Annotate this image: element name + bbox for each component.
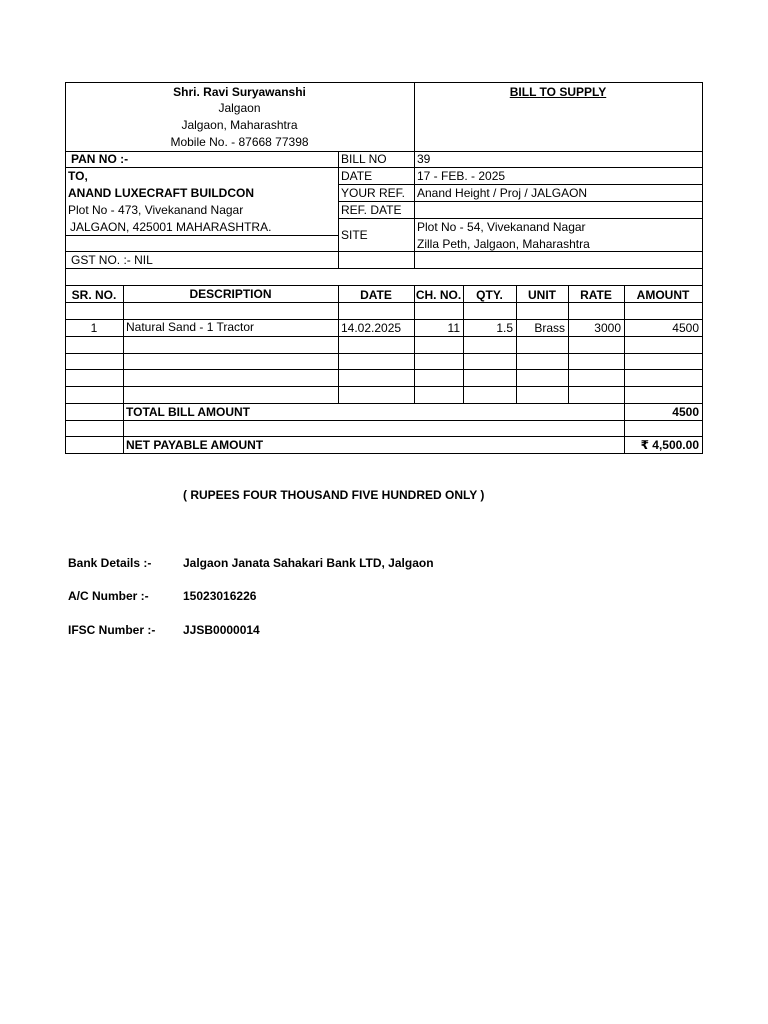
divider <box>338 201 703 202</box>
bill-no-label: BILL NO <box>341 152 387 166</box>
net-payable-value: ₹ 4,500.00 <box>640 438 699 452</box>
bank-value: Jalgaon Janata Sahakari Bank LTD, Jalgaon <box>183 556 434 570</box>
divider <box>65 420 703 421</box>
item-unit: Brass <box>534 321 565 335</box>
col-header-unit: UNIT <box>528 288 556 302</box>
col-header-qty: QTY. <box>476 288 503 302</box>
border-top <box>65 82 703 83</box>
site-line1: Plot No - 54, Vivekanand Nagar <box>417 220 586 234</box>
divider <box>65 285 703 286</box>
ref-date-label: REF. DATE <box>341 203 402 217</box>
item-date: 14.02.2025 <box>341 321 402 335</box>
divider <box>65 167 703 168</box>
your-ref-value: Anand Height / Proj / JALGAON <box>417 186 588 200</box>
item-description: Natural Sand - 1 Tractor <box>126 320 255 334</box>
divider <box>65 386 703 387</box>
divider <box>65 353 703 354</box>
col-header-sr: SR. NO. <box>71 288 117 302</box>
site-label: SITE <box>341 228 368 242</box>
your-ref-label: YOUR REF. <box>341 186 406 200</box>
item-rate: 3000 <box>594 321 621 335</box>
divider <box>65 403 703 404</box>
item-sr: 1 <box>90 321 98 335</box>
to-label: TO, <box>68 169 88 183</box>
divider <box>414 151 415 269</box>
supplier-line1: Jalgaon <box>218 101 261 115</box>
bank-label: Bank Details :- <box>68 556 152 570</box>
supplier-name: Shri. Ravi Suryawanshi <box>173 85 306 99</box>
ifsc-label: IFSC Number :- <box>68 623 156 637</box>
border-bottom <box>65 453 703 454</box>
total-bill-label: TOTAL BILL AMOUNT <box>126 405 250 419</box>
divider <box>338 151 339 269</box>
date-label: DATE <box>341 169 373 183</box>
divider <box>65 436 703 437</box>
divider <box>338 218 703 219</box>
item-ch-no: 11 <box>447 321 460 335</box>
net-payable-label: NET PAYABLE AMOUNT <box>126 438 264 452</box>
col-header-ch-no: CH. NO. <box>415 288 462 302</box>
item-amount: 4500 <box>672 321 699 335</box>
gst-label: GST NO. :- NIL <box>71 253 153 267</box>
amount-in-words: ( RUPEES FOUR THOUSAND FIVE HUNDRED ONLY ) <box>183 488 485 502</box>
total-bill-value: 4500 <box>672 405 699 419</box>
col-divider <box>338 285 339 403</box>
divider <box>65 268 703 269</box>
divider <box>65 251 703 252</box>
col-divider <box>516 285 517 403</box>
col-divider <box>463 285 464 403</box>
divider <box>338 184 703 185</box>
date-value: 17 - FEB. - 2025 <box>417 169 506 183</box>
col-divider <box>123 285 124 454</box>
divider <box>65 369 703 370</box>
customer-name: ANAND LUXECRAFT BUILDCON <box>68 186 254 200</box>
supplier-line2: Jalgaon, Maharashtra <box>181 118 298 132</box>
ac-number-value: 15023016226 <box>183 589 257 603</box>
customer-address1: Plot No - 473, Vivekanand Nagar <box>68 203 244 217</box>
pan-label: PAN NO :- <box>71 152 129 166</box>
divider <box>65 235 338 236</box>
divider <box>65 336 703 337</box>
supplier-mobile: Mobile No. - 87668 77398 <box>170 135 309 149</box>
site-line2: Zilla Peth, Jalgaon, Maharashtra <box>417 237 590 251</box>
col-divider <box>414 285 415 403</box>
item-qty: 1.5 <box>496 321 513 335</box>
customer-address2: JALGAON, 425001 MAHARASHTRA. <box>70 220 272 234</box>
bill-to-supply-title: BILL TO SUPPLY <box>509 85 607 99</box>
col-header-rate: RATE <box>580 288 612 302</box>
col-divider <box>568 285 569 403</box>
bill-no-value: 39 <box>417 152 431 166</box>
col-divider <box>624 285 625 454</box>
col-header-amount: AMOUNT <box>636 288 690 302</box>
ifsc-value: JJSB0000014 <box>183 623 260 637</box>
col-header-date: DATE <box>360 288 392 302</box>
ac-number-label: A/C Number :- <box>68 589 149 603</box>
col-header-description: DESCRIPTION <box>189 287 272 301</box>
divider <box>65 302 703 303</box>
